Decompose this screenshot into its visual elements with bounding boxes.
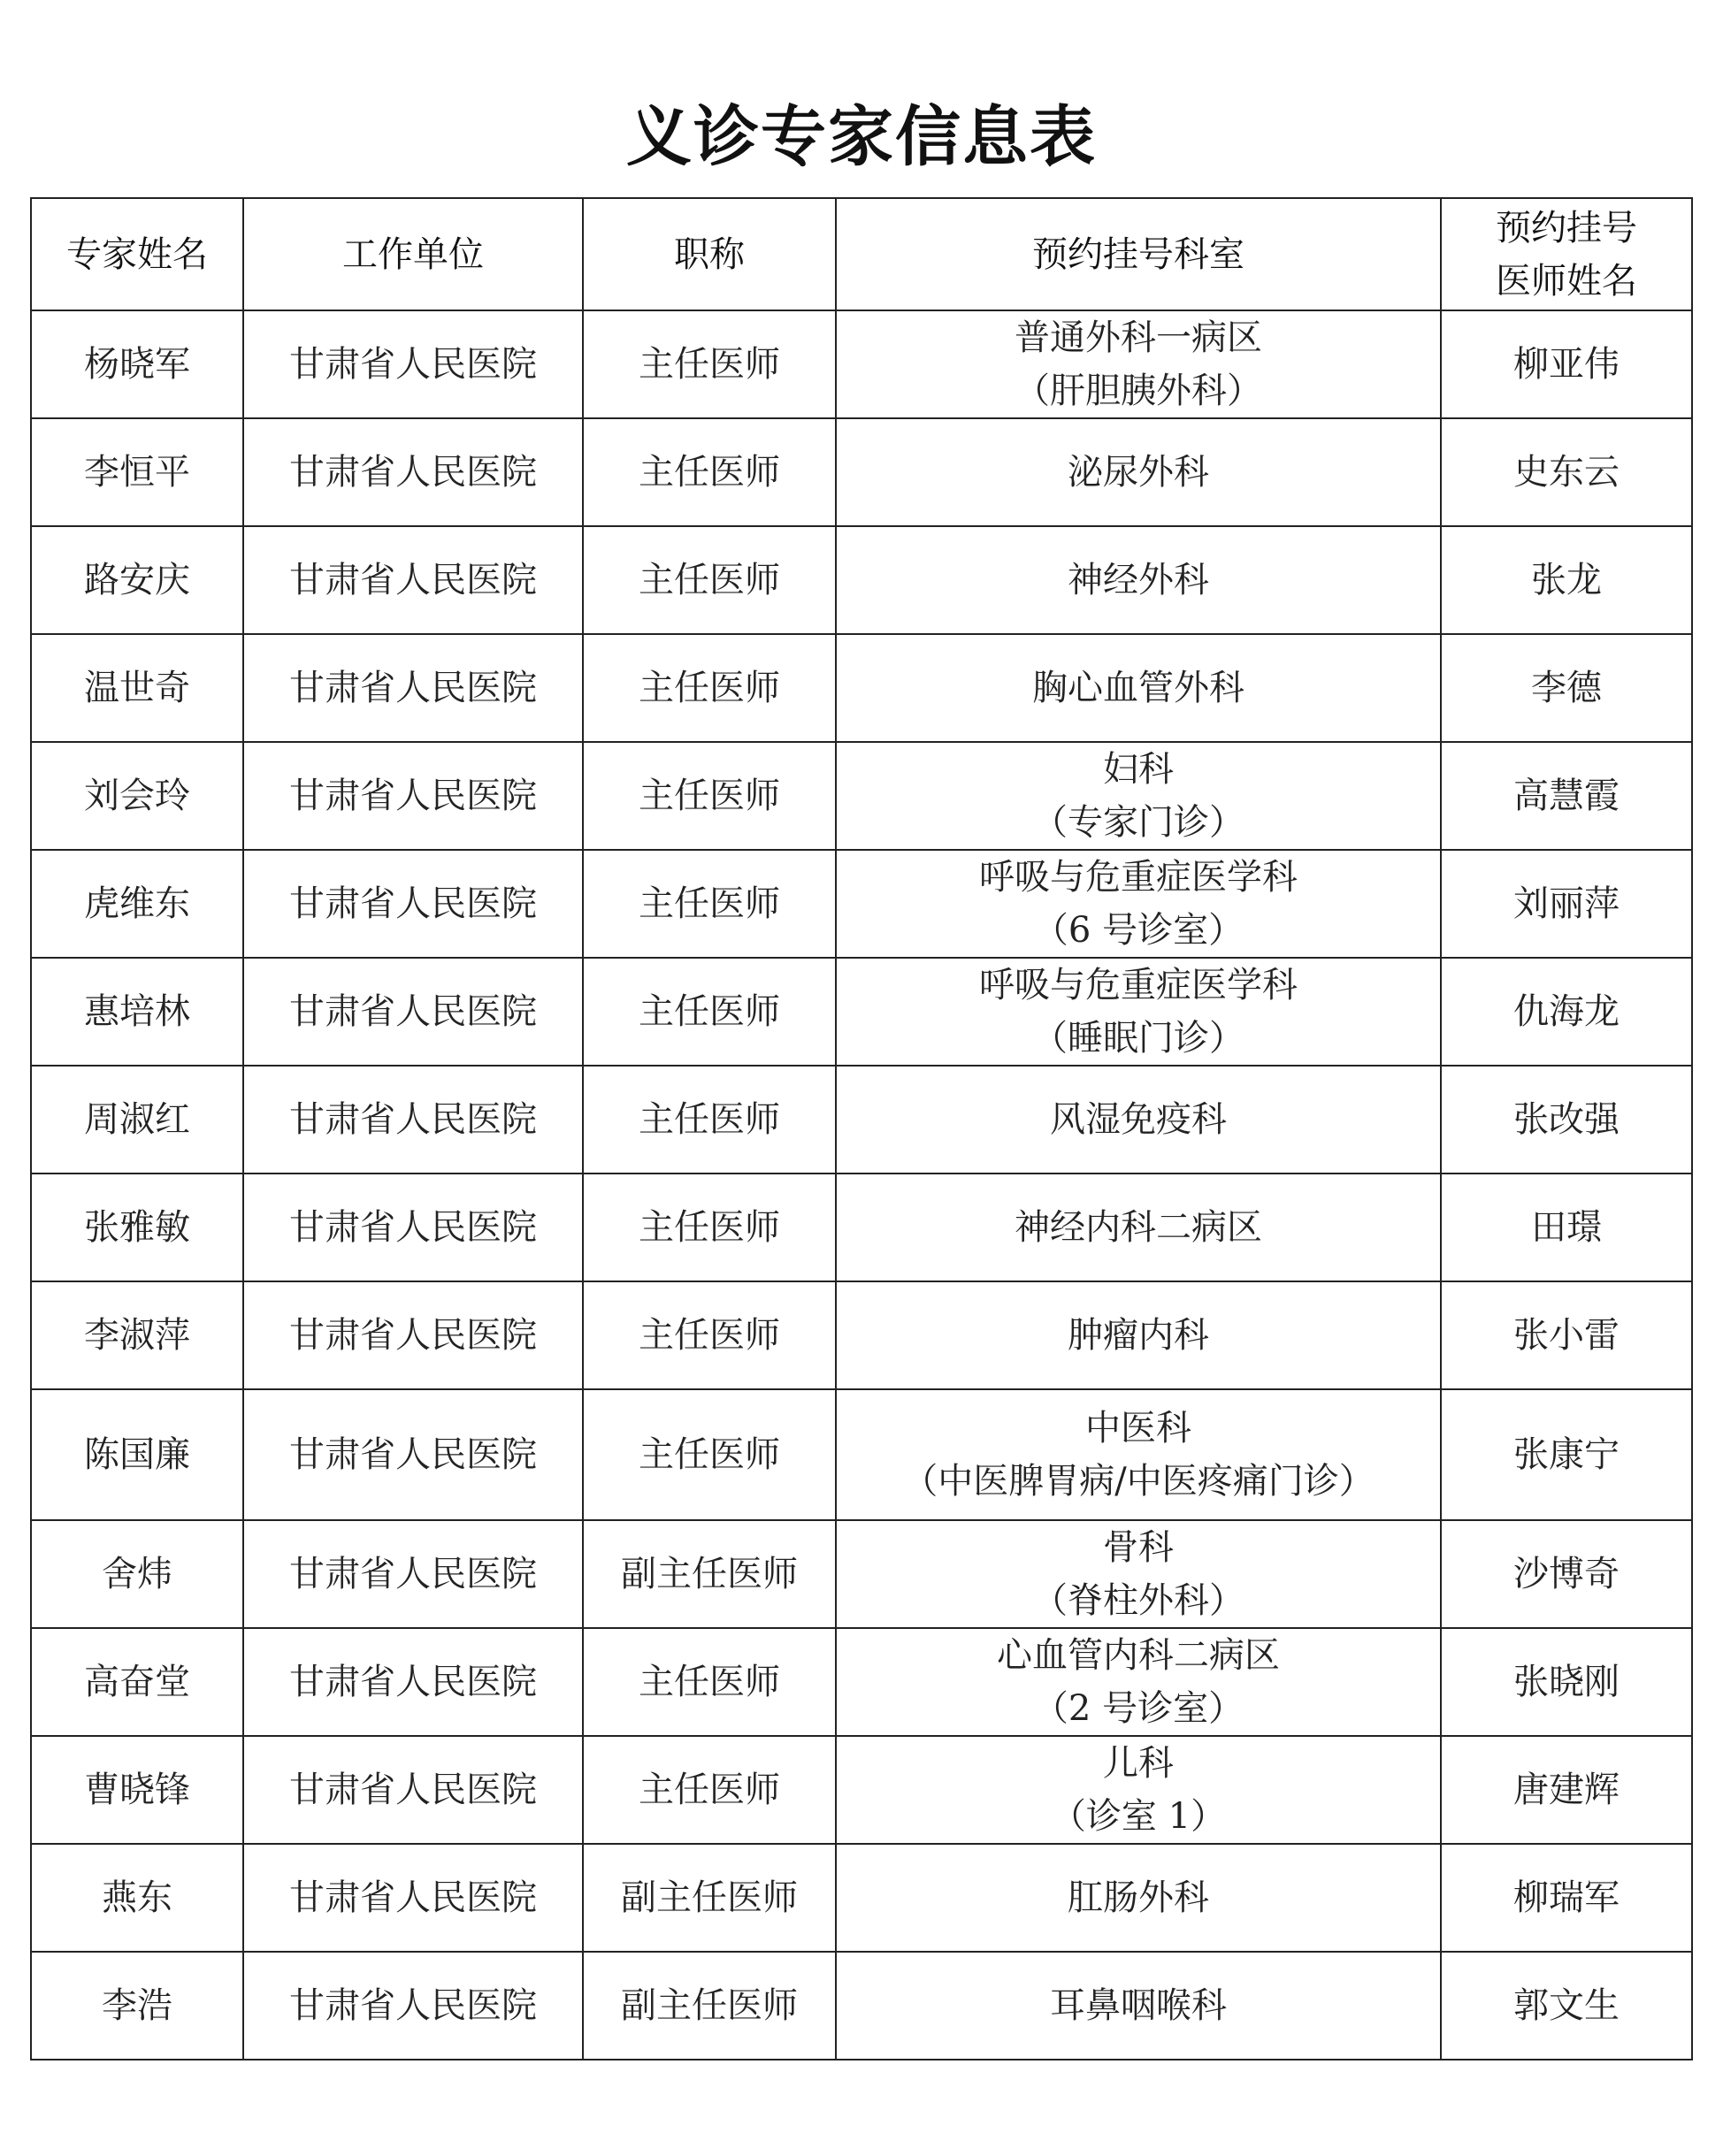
department-cell xyxy=(836,526,1441,634)
table-row xyxy=(31,1066,1692,1174)
expert-name-cell: 虎维东 xyxy=(31,850,243,958)
work-unit-cell: 甘肃省人民医院 xyxy=(243,526,583,634)
work-unit-cell: 甘肃省人民医院 xyxy=(243,1281,583,1389)
work-unit-cell: 甘肃省人民医院 xyxy=(243,1066,583,1174)
expert-name-cell: 李淑萍 xyxy=(31,1281,243,1389)
expert-name-cell: 惠培林 xyxy=(31,958,243,1066)
registration-doctor-cell: 史东云 xyxy=(1441,418,1692,526)
department-name: 呼吸与危重症医学科 xyxy=(979,857,1298,898)
registration-doctor-cell: 郭文生 xyxy=(1441,1952,1692,2060)
department-name: 儿科 xyxy=(1103,1743,1174,1784)
expert-name-cell: 刘会玲 xyxy=(31,742,243,850)
expert-name-cell: 李浩 xyxy=(31,1952,243,2060)
table-row xyxy=(31,1281,1692,1389)
table-row xyxy=(31,1174,1692,1281)
table-row xyxy=(31,1520,1692,1628)
department-name: 心血管内科二病区 xyxy=(997,1635,1280,1676)
department-cell xyxy=(836,1952,1441,2060)
work-unit-cell: 甘肃省人民医院 xyxy=(243,958,583,1066)
department-name: 神经外科 xyxy=(1068,560,1209,600)
department-detail: （6 号诊室） xyxy=(1032,910,1244,951)
registration-doctor-cell: 李德 xyxy=(1441,634,1692,742)
registration-doctor-cell: 张改强 xyxy=(1441,1066,1692,1174)
expert-name-cell: 陈国廉 xyxy=(31,1389,243,1520)
work-unit-cell: 甘肃省人民医院 xyxy=(243,1628,583,1736)
registration-doctor-cell: 张晓刚 xyxy=(1441,1628,1692,1736)
registration-doctor-cell: 张龙 xyxy=(1441,526,1692,634)
work-unit-cell: 甘肃省人民医院 xyxy=(243,634,583,742)
department-name: 风湿免疫科 xyxy=(1050,1099,1227,1140)
department-name: 妇科 xyxy=(1103,749,1174,790)
table-header-row xyxy=(31,198,1692,310)
title-rank-cell: 主任医师 xyxy=(583,742,836,850)
department-cell xyxy=(836,850,1441,958)
department-cell xyxy=(836,742,1441,850)
table-row xyxy=(31,1736,1692,1844)
table-row xyxy=(31,1628,1692,1736)
expert-name-cell: 李恒平 xyxy=(31,418,243,526)
table-row xyxy=(31,634,1692,742)
table-row xyxy=(31,1952,1692,2060)
title-rank-cell: 主任医师 xyxy=(583,850,836,958)
department-detail: （脊柱外科） xyxy=(1032,1580,1244,1621)
department-cell xyxy=(836,958,1441,1066)
table-row xyxy=(31,418,1692,526)
department-cell xyxy=(836,1066,1441,1174)
department-name: 肿瘤内科 xyxy=(1068,1315,1209,1356)
department-cell xyxy=(836,1844,1441,1952)
table-row xyxy=(31,850,1692,958)
department-name: 普通外科一病区 xyxy=(1015,317,1262,358)
title-rank-cell: 副主任医师 xyxy=(583,1844,836,1952)
expert-name-cell: 张雅敏 xyxy=(31,1174,243,1281)
expert-name-cell: 曹晓锋 xyxy=(31,1736,243,1844)
registration-doctor-cell: 田璟 xyxy=(1441,1174,1692,1281)
expert-name-cell: 温世奇 xyxy=(31,634,243,742)
registration-doctor-cell: 柳亚伟 xyxy=(1441,310,1692,418)
department-cell xyxy=(836,1736,1441,1844)
page-title: 义诊专家信息表 xyxy=(626,99,1097,175)
work-unit-cell: 甘肃省人民医院 xyxy=(243,742,583,850)
work-unit-cell: 甘肃省人民医院 xyxy=(243,310,583,418)
title-rank-cell: 主任医师 xyxy=(583,310,836,418)
department-detail: （诊室 1） xyxy=(1050,1796,1227,1837)
registration-doctor-cell: 柳瑞军 xyxy=(1441,1844,1692,1952)
expert-name-cell: 燕东 xyxy=(31,1844,243,1952)
department-cell xyxy=(836,1520,1441,1628)
department-cell xyxy=(836,418,1441,526)
work-unit-cell: 甘肃省人民医院 xyxy=(243,1174,583,1281)
department-detail: （睡眠门诊） xyxy=(1032,1018,1244,1059)
header-doctor-line2: 医师姓名 xyxy=(1496,260,1637,302)
registration-doctor-cell: 张康宁 xyxy=(1441,1389,1692,1520)
title-rank-cell: 主任医师 xyxy=(583,526,836,634)
department-name: 胸心血管外科 xyxy=(1032,668,1244,708)
department-name: 骨科 xyxy=(1103,1527,1174,1568)
department-cell xyxy=(836,1281,1441,1389)
header-department: 预约挂号科室 xyxy=(836,198,1441,310)
header-title-rank: 职称 xyxy=(583,198,836,310)
work-unit-cell: 甘肃省人民医院 xyxy=(243,850,583,958)
work-unit-cell: 甘肃省人民医院 xyxy=(243,1389,583,1520)
expert-name-cell: 高奋堂 xyxy=(31,1628,243,1736)
department-cell xyxy=(836,1174,1441,1281)
title-rank-cell: 主任医师 xyxy=(583,418,836,526)
work-unit-cell: 甘肃省人民医院 xyxy=(243,418,583,526)
registration-doctor-cell: 高慧霞 xyxy=(1441,742,1692,850)
registration-doctor-cell: 刘丽萍 xyxy=(1441,850,1692,958)
header-doctor-line1: 预约挂号 xyxy=(1496,207,1637,248)
department-cell xyxy=(836,1628,1441,1736)
expert-table xyxy=(30,197,1693,2060)
department-cell xyxy=(836,1389,1441,1520)
title-rank-cell: 主任医师 xyxy=(583,958,836,1066)
title-rank-cell: 副主任医师 xyxy=(583,1520,836,1628)
table-row xyxy=(31,1389,1692,1520)
expert-name-cell: 杨晓军 xyxy=(31,310,243,418)
title-rank-cell: 主任医师 xyxy=(583,1281,836,1389)
expert-name-cell: 周淑红 xyxy=(31,1066,243,1174)
department-detail: （中医脾胃病/中医疼痛门诊） xyxy=(902,1461,1375,1502)
title-rank-cell: 主任医师 xyxy=(583,1066,836,1174)
department-cell xyxy=(836,634,1441,742)
expert-name-cell: 舍炜 xyxy=(31,1520,243,1628)
table-row xyxy=(31,1844,1692,1952)
work-unit-cell: 甘肃省人民医院 xyxy=(243,1952,583,2060)
table-row xyxy=(31,958,1692,1066)
header-registration-doctor xyxy=(1441,198,1692,310)
title-rank-cell: 副主任医师 xyxy=(583,1952,836,2060)
header-work-unit: 工作单位 xyxy=(243,198,583,310)
department-detail: （2 号诊室） xyxy=(1032,1688,1244,1729)
department-detail: （专家门诊） xyxy=(1032,802,1244,843)
registration-doctor-cell: 沙博奇 xyxy=(1441,1520,1692,1628)
department-name: 中医科 xyxy=(1085,1408,1191,1449)
registration-doctor-cell: 唐建辉 xyxy=(1441,1736,1692,1844)
department-name: 泌尿外科 xyxy=(1068,452,1209,493)
expert-name-cell: 路安庆 xyxy=(31,526,243,634)
work-unit-cell: 甘肃省人民医院 xyxy=(243,1520,583,1628)
department-cell xyxy=(836,310,1441,418)
work-unit-cell: 甘肃省人民医院 xyxy=(243,1736,583,1844)
department-detail: （肝胆胰外科） xyxy=(1015,371,1262,411)
table-row xyxy=(31,526,1692,634)
title-rank-cell: 主任医师 xyxy=(583,1736,836,1844)
table-row xyxy=(31,742,1692,850)
title-rank-cell: 主任医师 xyxy=(583,1389,836,1520)
table-row xyxy=(31,310,1692,418)
department-name: 呼吸与危重症医学科 xyxy=(979,965,1298,1005)
title-rank-cell: 主任医师 xyxy=(583,634,836,742)
title-rank-cell: 主任医师 xyxy=(583,1628,836,1736)
work-unit-cell: 甘肃省人民医院 xyxy=(243,1844,583,1952)
registration-doctor-cell: 张小雷 xyxy=(1441,1281,1692,1389)
header-expert-name: 专家姓名 xyxy=(31,198,243,310)
department-name: 耳鼻咽喉科 xyxy=(1050,1985,1227,2026)
department-name: 肛肠外科 xyxy=(1068,1877,1209,1918)
registration-doctor-cell: 仇海龙 xyxy=(1441,958,1692,1066)
title-rank-cell: 主任医师 xyxy=(583,1174,836,1281)
department-name: 神经内科二病区 xyxy=(1015,1207,1262,1248)
